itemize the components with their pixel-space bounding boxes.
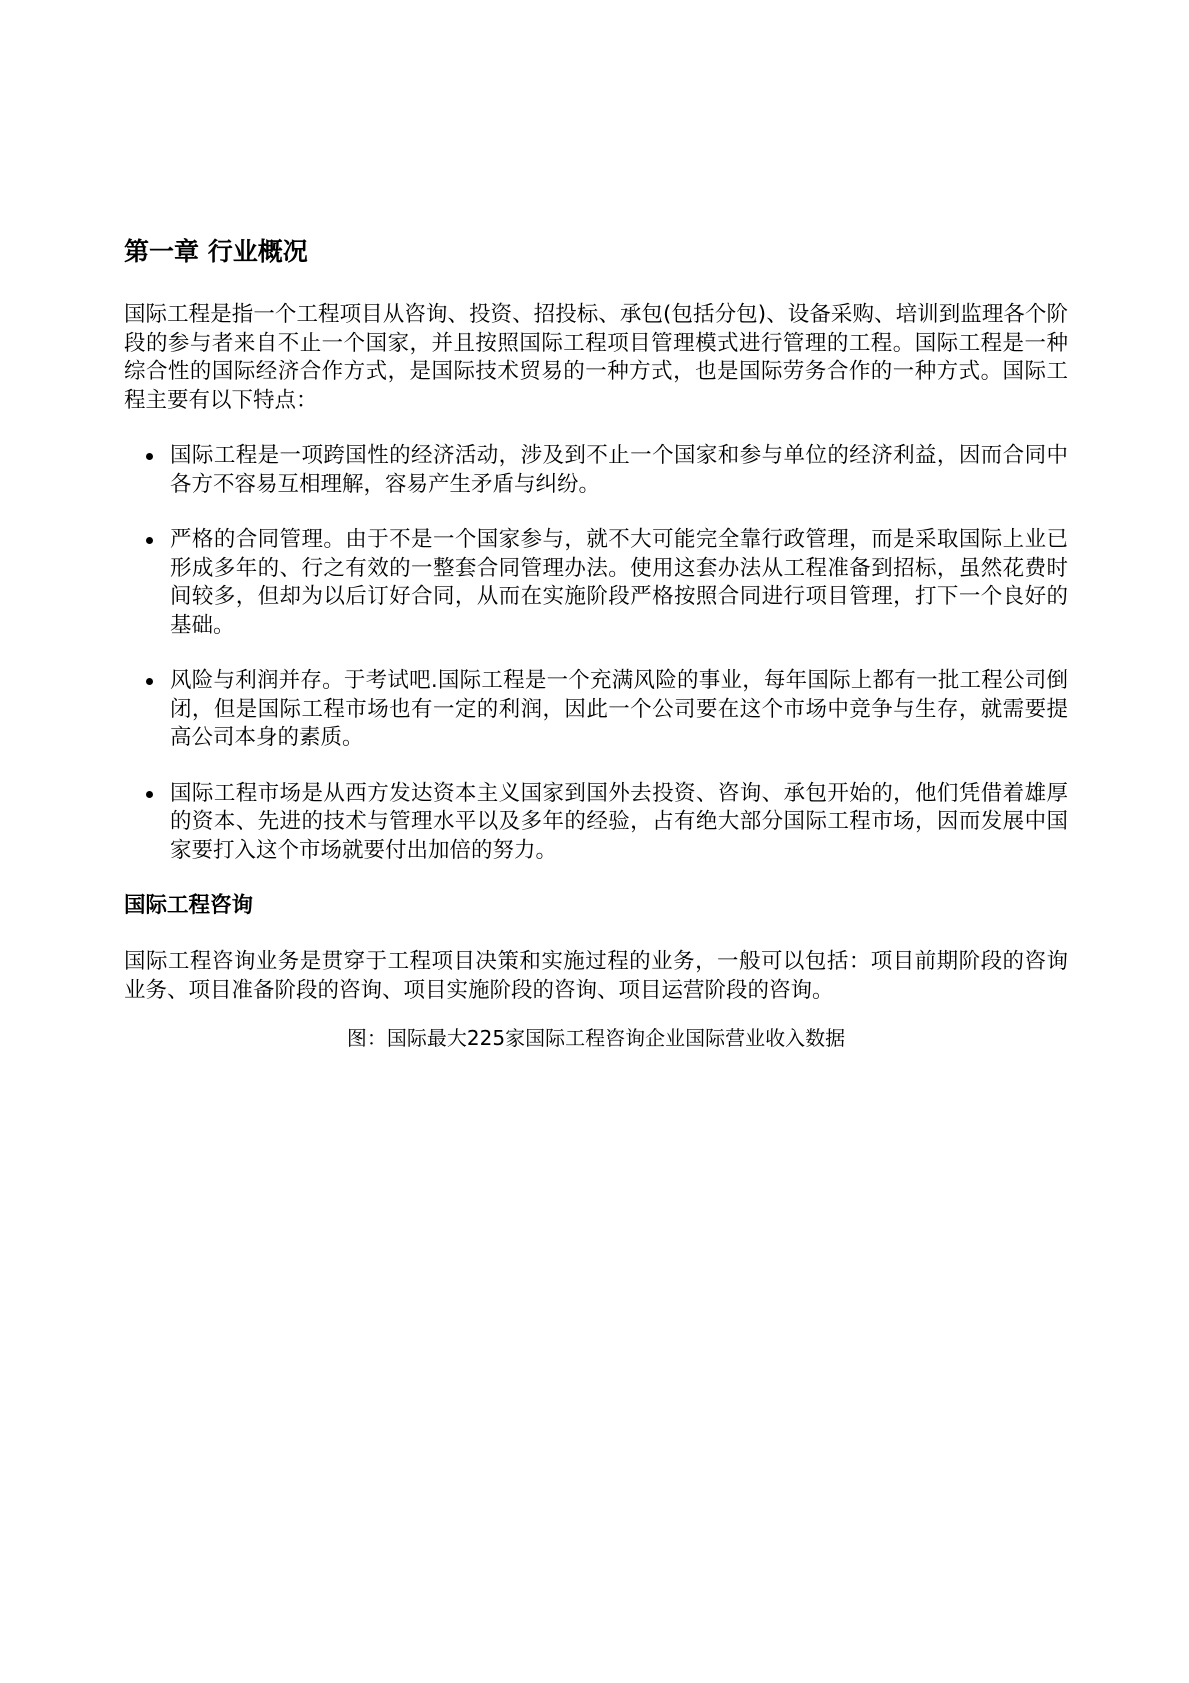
- bullet-icon: [146, 791, 153, 798]
- list-item-text: 风险与利润并存。于考试吧.国际工程是一个充满风险的事业，每年国际上都有一批工程公司倒闭，但是国际工程市场也有一定的利润，因此一个公司要在这个市场中竞争与生存，就需要提高公司本身的素质。: [170, 668, 1068, 750]
- list-item: [124, 667, 1068, 753]
- list-item-text: 严格的合同管理。由于不是一个国家参与，就不大可能完全靠行政管理，而是采取国际上业已形成多年的、行之有效的一整套合同管理办法。使用这套办法从工程准备到招标，虽然花费时间较多，但却为以后订好合同，从而在实施阶段严格按照合同进行项目管理，打下一个良好的基础。: [170, 527, 1068, 638]
- chapter-title: 第一章 行业概况: [124, 237, 308, 266]
- list-item-text: 国际工程市场是从西方发达资本主义国家到国外去投资、咨询、承包开始的，他们凭借着雄厚的资本、先进的技术与管理水平以及多年的经验，占有绝大部分国际工程市场，因而发展中国家要打入这个市场就要付出加倍的努力。: [170, 780, 1068, 863]
- list-item: [124, 780, 1068, 866]
- bullet-icon: [146, 678, 153, 685]
- intro-paragraph: 国际工程是指一个工程项目从咨询、投资、招投标、承包(包括分包)、设备采购、培训到监理各个阶段的参与者来自不止一个国家，并且按照国际工程项目管理模式进行管理的工程。国际工程是一种综合性的国际经济合作方式，是国际技术贸易的一种方式，也是国际劳务合作的一种方式。国际工程主要有以下特点：: [124, 302, 1068, 413]
- section-paragraph: 国际工程咨询业务是贯穿于工程项目决策和实施过程的业务，一般可以包括：项目前期阶段的咨询业务、项目准备阶段的咨询、项目实施阶段的咨询、项目运营阶段的咨询。: [124, 949, 1068, 1003]
- list-item: [124, 526, 1068, 640]
- bullet-icon: [146, 453, 153, 460]
- list-item-text: 国际工程是一项跨国性的经济活动，涉及到不止一个国家和参与单位的经济利益，因而合同中各方不容易互相理解，容易产生矛盾与纠纷。: [170, 443, 1068, 497]
- section-title: 国际工程咨询: [124, 893, 254, 918]
- document-page: [124, 236, 1068, 1052]
- feature-list: [124, 442, 1068, 865]
- figure-caption: 图：国际最大225家国际工程咨询企业国际营业收入数据: [346, 1026, 846, 1050]
- bullet-icon: [146, 537, 153, 544]
- list-item: [124, 442, 1068, 499]
